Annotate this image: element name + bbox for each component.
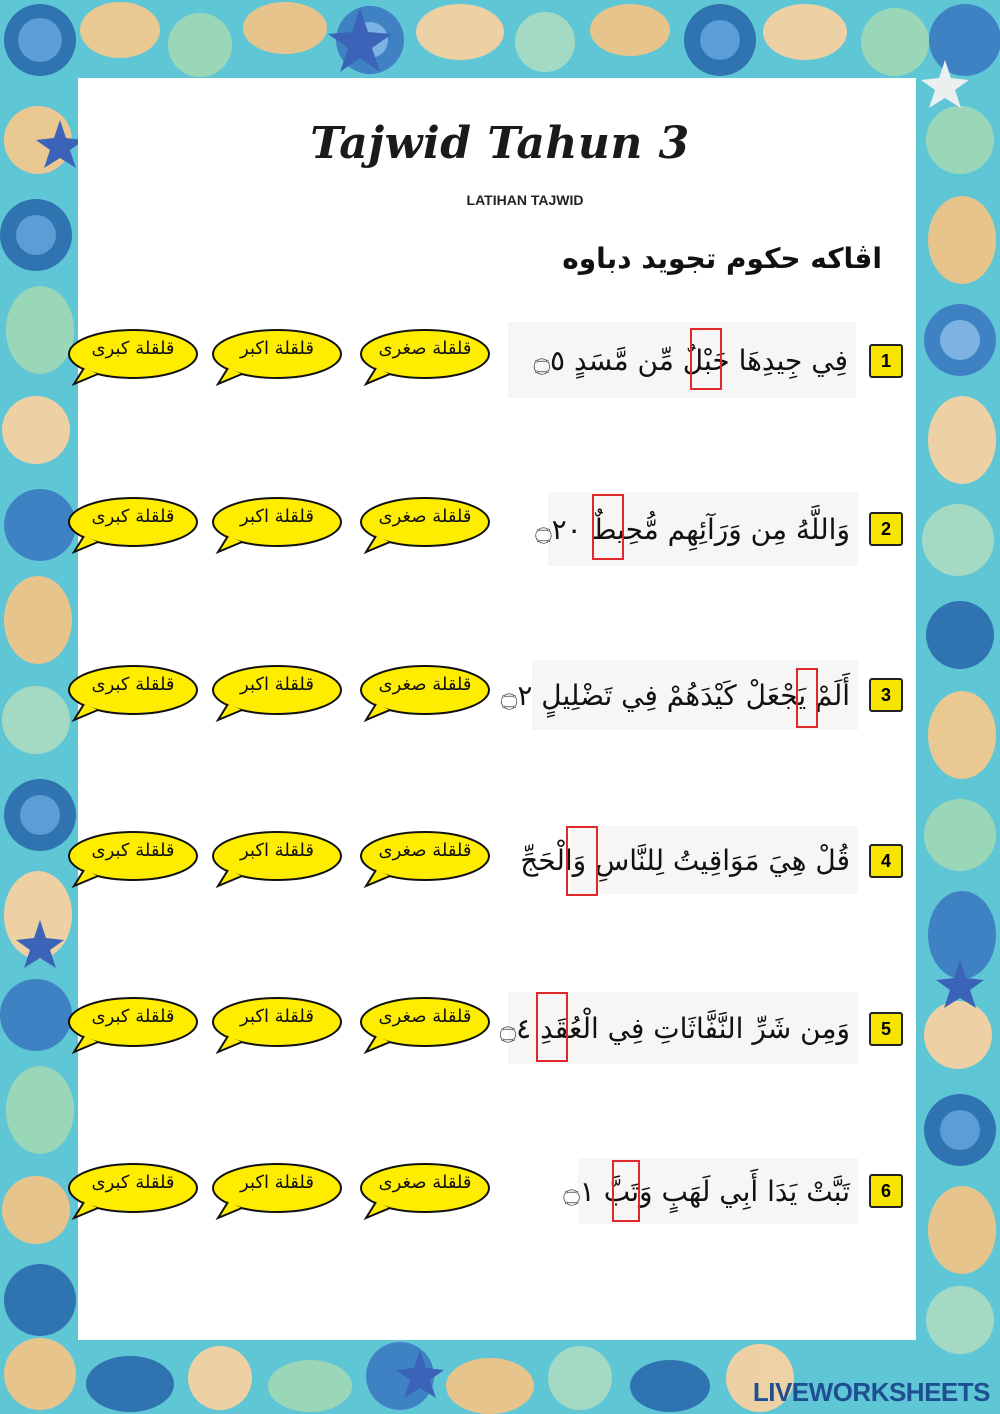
question-number: 2	[869, 512, 903, 546]
option-sughra-label: قلقلة صغرى	[378, 1172, 472, 1193]
option-kubra-label: قلقلة كبرى	[91, 1006, 175, 1027]
option-sughra-label: قلقلة صغرى	[378, 506, 472, 527]
option-akbar-label: قلقلة اكبر	[240, 1006, 314, 1027]
question-number: 1	[869, 344, 903, 378]
brand-text: LIVEWORKSHEETS	[752, 1377, 990, 1407]
verse-box	[520, 826, 858, 894]
verse-text: فِي جِيدِهَا حَبْلٌ مِّن مَّسَدٍ ۝٥	[533, 343, 848, 377]
option-sughra-bubble[interactable]	[358, 496, 492, 554]
verse-text: قُلْ هِيَ مَوَاقِيتُ لِلنَّاسِ وَالْحَجِّ	[520, 843, 850, 877]
option-akbar-label: قلقلة اكبر	[240, 1172, 314, 1193]
highlight-box	[566, 826, 598, 896]
option-akbar-label: قلقلة اكبر	[240, 338, 314, 359]
option-sughra-label: قلقلة صغرى	[378, 840, 472, 861]
instruction-text: اڤاكه حكوم تجويد دباوه	[562, 242, 882, 275]
option-kubra-label: قلقلة كبرى	[91, 1172, 175, 1193]
question-number: 5	[869, 1012, 903, 1046]
page-title: Tajwid Tahun 3	[310, 118, 690, 169]
option-kubra-bubble[interactable]	[66, 664, 200, 722]
option-akbar-bubble[interactable]	[210, 328, 344, 386]
option-sughra-label: قلقلة صغرى	[378, 1006, 472, 1027]
question-row-4	[0, 826, 1000, 916]
option-sughra-bubble[interactable]	[358, 664, 492, 722]
option-sughra-label: قلقلة صغرى	[378, 338, 472, 359]
question-row-1	[0, 322, 1000, 412]
question-row-6	[0, 1158, 1000, 1248]
option-akbar-bubble[interactable]	[210, 664, 344, 722]
liveworksheets-logo	[753, 1377, 990, 1408]
option-akbar-label: قلقلة اكبر	[240, 674, 314, 695]
question-number: 6	[869, 1174, 903, 1208]
option-kubra-bubble[interactable]	[66, 996, 200, 1054]
highlight-box	[796, 668, 818, 728]
option-kubra-bubble[interactable]	[66, 496, 200, 554]
question-number: 3	[869, 678, 903, 712]
option-kubra-bubble[interactable]	[66, 1162, 200, 1220]
option-sughra-bubble[interactable]	[358, 1162, 492, 1220]
option-kubra-label: قلقلة كبرى	[91, 506, 175, 527]
verse-text: تَبَّتْ يَدَا أَبِي لَهَبٍ وَتَبَّ ۝١	[563, 1174, 850, 1208]
option-kubra-bubble[interactable]	[66, 328, 200, 386]
highlight-box	[536, 992, 568, 1062]
option-kubra-label: قلقلة كبرى	[91, 840, 175, 861]
option-kubra-label: قلقلة كبرى	[91, 338, 175, 359]
option-akbar-bubble[interactable]	[210, 830, 344, 888]
verse-box	[508, 322, 856, 398]
option-sughra-bubble[interactable]	[358, 996, 492, 1054]
option-akbar-label: قلقلة اكبر	[240, 840, 314, 861]
question-number: 4	[869, 844, 903, 878]
option-akbar-bubble[interactable]	[210, 996, 344, 1054]
option-sughra-bubble[interactable]	[358, 328, 492, 386]
option-akbar-label: قلقلة اكبر	[240, 506, 314, 527]
page-subtitle: LATIHAN TAJWID	[466, 192, 584, 208]
highlight-box	[612, 1160, 640, 1222]
verse-text: أَلَمْ يَجْعَلْ كَيْدَهُمْ فِي تَضْلِيلٍ ۝٢	[500, 678, 850, 712]
question-row-3	[0, 660, 1000, 750]
highlight-box	[690, 328, 722, 390]
verse-text: وَمِن شَرِّ النَّفَّاثَاتِ فِي الْعُقَدِ ۝٤	[499, 1011, 850, 1045]
question-row-5	[0, 992, 1000, 1082]
option-sughra-bubble[interactable]	[358, 830, 492, 888]
question-row-2	[0, 492, 1000, 582]
option-sughra-label: قلقلة صغرى	[378, 674, 472, 695]
option-kubra-label: قلقلة كبرى	[91, 674, 175, 695]
option-kubra-bubble[interactable]	[66, 830, 200, 888]
option-akbar-bubble[interactable]	[210, 496, 344, 554]
verse-text: وَاللَّهُ مِن وَرَآئِهِم مُّحِيطٌ ۝٢٠	[535, 512, 850, 546]
option-akbar-bubble[interactable]	[210, 1162, 344, 1220]
highlight-box	[592, 494, 624, 560]
